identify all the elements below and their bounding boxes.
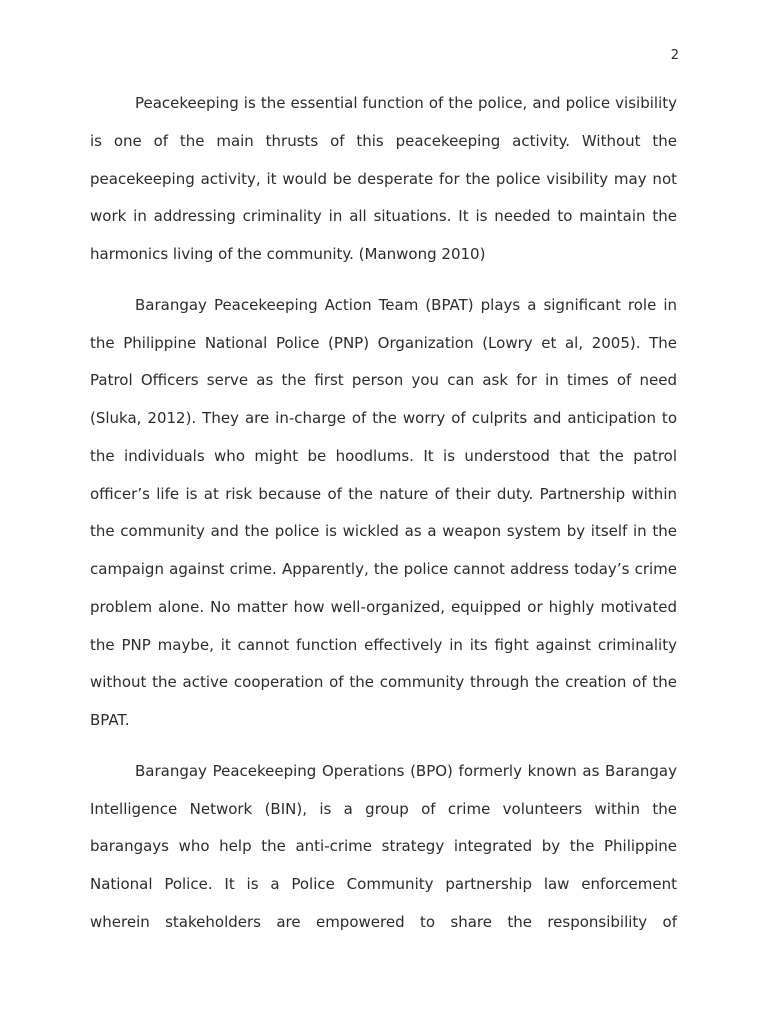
page-number: 2: [670, 48, 679, 63]
paragraph-bpat-role: Barangay Peacekeeping Action Team (BPAT) plays a significant role in the Philippine National Police (PNP) Organization (Lowry et al, 2005). The Patrol Officers serve as the first person you can ask for in times of need (Sluka, 2012). They are in-charge of the worry of culprits and anticipation to the individuals who might be hoodlums. It is understood that the patrol officer’s life is at risk because of the nature of their duty. Partnership within the community and the police is wickled as a weapon system by itself in the campaign against crime. Apparently, the police cannot address today’s crime problem alone. No matter how well-organized, equipped or highly motivated the PNP maybe, it cannot function effectively in its fight against criminality without the active cooperation of the community through the creation of the BPAT.: [90, 295, 677, 729]
paragraph-bpo-definition: Barangay Peacekeeping Operations (BPO) formerly known as Barangay Intelligence Network (BIN), is a group of crime volunteers within the barangays who help the anti-crime strategy integrated by the Philippine National Police. It is a Police Community partnership law enforcement wherein stakeholders are empowered to share the responsibility of: [90, 761, 677, 931]
paragraph-peacekeeping-function: Peacekeeping is the essential function of the police, and police visibility is one of the main thrusts of this peacekeeping activity. Without the peacekeeping activity, it would be desperate for the police visibility may not work in addressing criminality in all situations. It is needed to maintain the harmonics living of the community. (Manwong 2010): [90, 94, 677, 263]
document-body: [90, 85, 677, 942]
